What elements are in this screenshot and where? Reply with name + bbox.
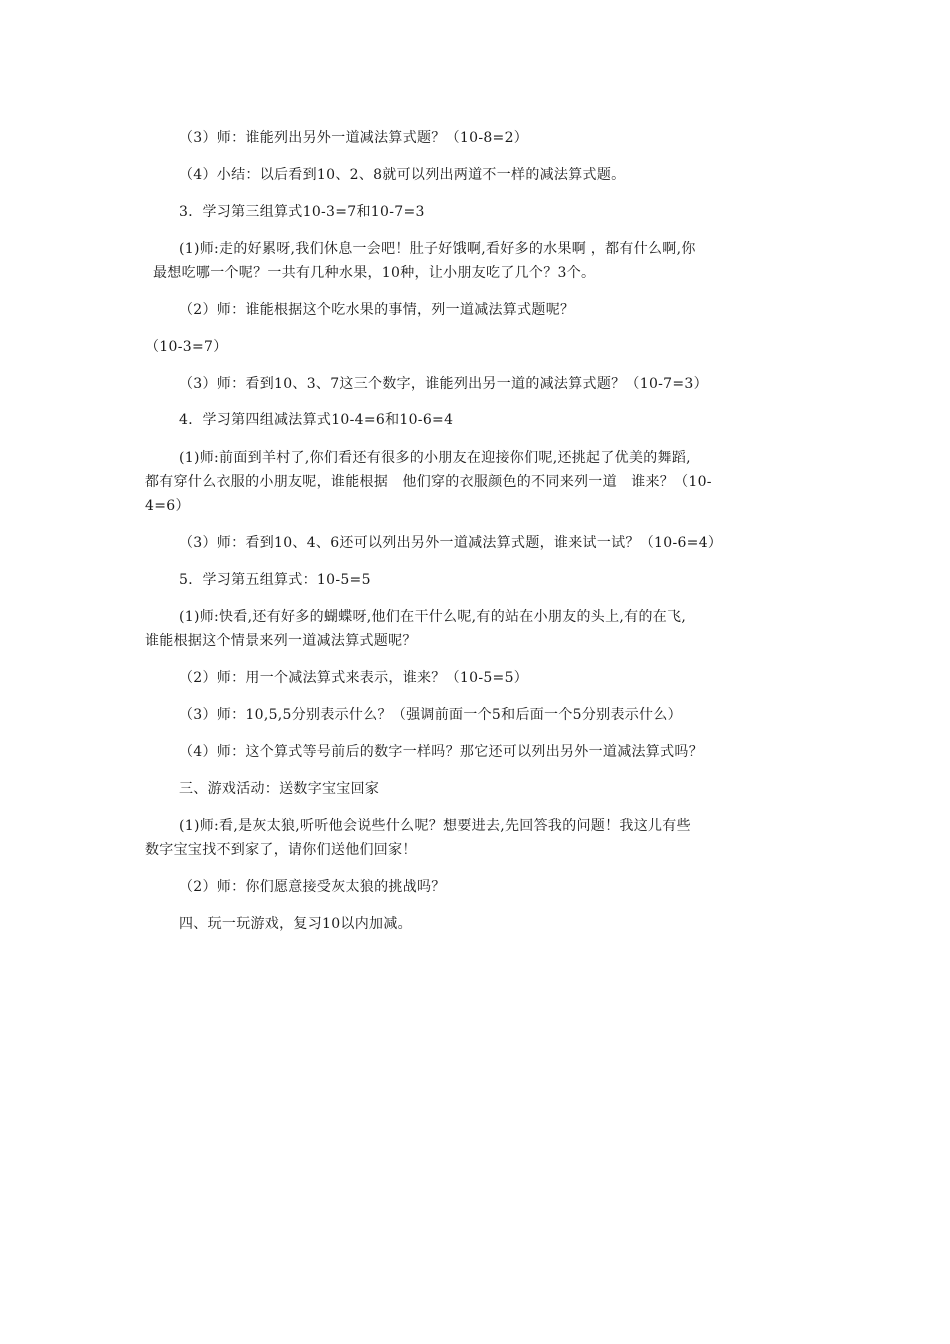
section-heading: 三、游戏活动：送数字宝宝回家 <box>179 781 380 797</box>
paragraph-line: 数字宝宝找不到家了，请你们送他们回家！ <box>145 842 417 858</box>
paragraph-line: （3）师：谁能列出另外一道减法算式题？（10-8=2） <box>179 130 529 146</box>
section-heading: 5．学习第五组算式：10-5=5 <box>179 572 371 588</box>
paragraph-line: （4）师：这个算式等号前后的数字一样吗？那它还可以列出另外一道减法算式吗？ <box>179 744 704 760</box>
paragraph-line: （2）师：谁能根据这个吃水果的事情，列一道减法算式题呢？ <box>179 302 575 318</box>
paragraph-line: 都有穿什么衣服的小朋友呢，谁能根据 他们穿的衣服颜色的不同来列一道 谁来？（10- <box>145 474 712 490</box>
section-heading: 3．学习第三组算式10-3=7和10-7=3 <box>179 204 425 220</box>
paragraph-line: （2）师：你们愿意接受灰太狼的挑战吗？ <box>179 879 446 895</box>
paragraph-line: (1)师:走的好累呀,我们休息一会吧！肚子好饿啊,看好多的水果啊 ，都有什么啊,你 <box>179 241 696 257</box>
section-heading: 4．学习第四组减法算式10-4=6和10-6=4 <box>179 412 454 428</box>
paragraph-line: （2）师：用一个减法算式来表示，谁来？（10-5=5） <box>179 670 529 686</box>
paragraph-line: （3）师：看到10、3、7这三个数字，谁能列出另一道的减法算式题？（10-7=3） <box>179 376 708 392</box>
paragraph-line: (1)师:前面到羊村了,你们看还有很多的小朋友在迎接你们呢,还挑起了优美的舞蹈, <box>179 450 691 466</box>
section-heading: 四、玩一玩游戏，复习10以内加减。 <box>179 916 412 932</box>
paragraph-line: (1)师:快看,还有好多的蝴蝶呀,他们在干什么呢,有的站在小朋友的头上,有的在飞, <box>179 609 687 625</box>
paragraph-line: 4=6） <box>145 498 190 514</box>
paragraph-line: (1)师:看,是灰太狼,听听他会说些什么呢？想要进去,先回答我的问题！我这儿有些 <box>179 818 691 834</box>
paragraph-line: （10-3=7） <box>145 339 228 355</box>
paragraph-line: （4）小结：以后看到10、2、8就可以列出两道不一样的减法算式题。 <box>179 167 626 183</box>
paragraph-line: 谁能根据这个情景来列一道减法算式题呢？ <box>145 633 417 649</box>
paragraph-line: （3）师：看到10、4、6还可以列出另外一道减法算式题，谁来试一试？（10-6=4） <box>179 535 723 551</box>
paragraph-line: （3）师：10,5,5分别表示什么？（强调前面一个5和后面一个5分别表示什么） <box>179 707 682 723</box>
paragraph-line: 最想吃哪一个呢？一共有几种水果，10种，让小朋友吃了几个？3个。 <box>153 265 596 281</box>
